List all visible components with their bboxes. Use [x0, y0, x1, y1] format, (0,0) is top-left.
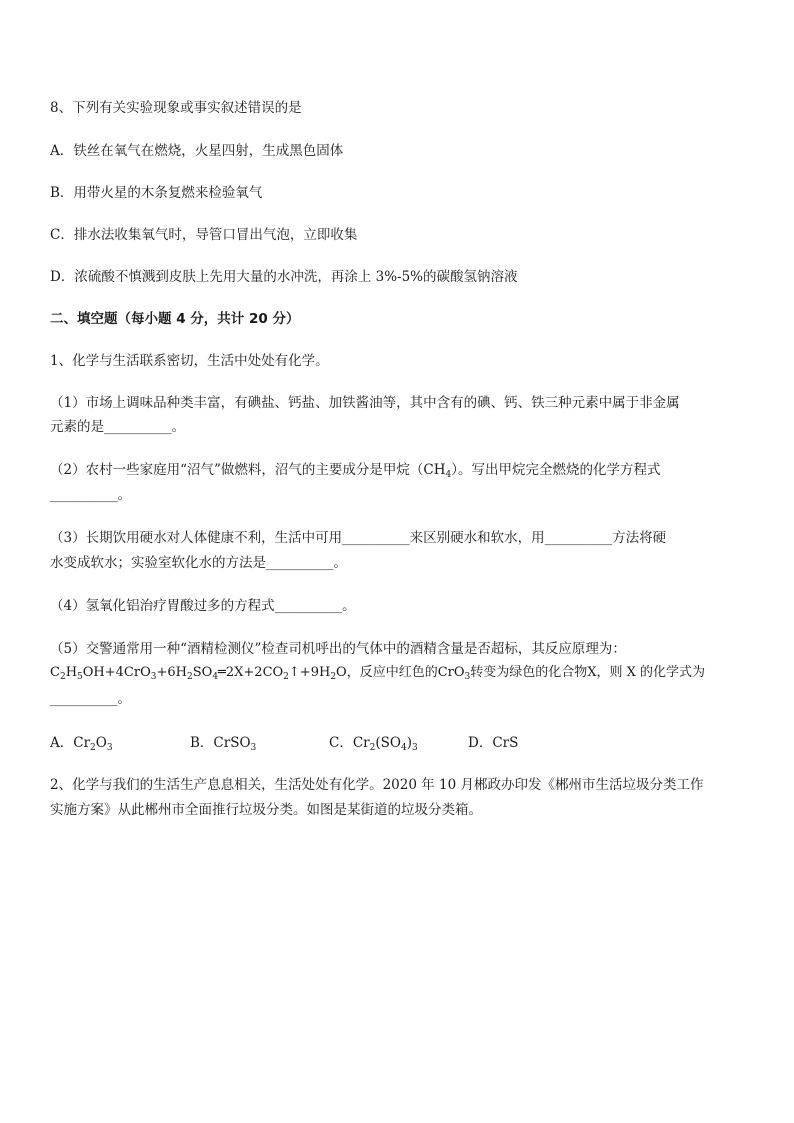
- opt-sub: 3: [106, 743, 113, 753]
- eq-sub: 3: [464, 672, 471, 682]
- eq-seg: H: [65, 665, 78, 680]
- opt-sub: 3: [411, 743, 418, 753]
- fq1-part2-line2: __________。: [50, 487, 131, 503]
- eq-sub: 2: [59, 672, 66, 682]
- q8-option-c: C．排水法收集氧气时，导管口冒出气泡，立即收集: [50, 227, 358, 243]
- eq-sub: 3: [150, 672, 157, 682]
- eq-sub: 5: [77, 672, 83, 682]
- fq1-option-a: [50, 734, 113, 752]
- opt-sub: 2: [90, 743, 96, 753]
- q8-option-d: D．浓硫酸不慎溅到皮肤上先用大量的水冲洗，再涂上 3%-5%的碳酸氢钠溶液: [50, 269, 518, 285]
- q8-stem: 8、下列有关实验现象或事实叙述错误的是: [50, 100, 302, 116]
- opt-sub: 3: [250, 743, 257, 753]
- fq1-part1-line1: （1）市场上调味品种类丰富，有碘盐、钙盐、加铁酱油等，其中含有的碘、钙、铁三种元素中属于非金属: [50, 395, 680, 411]
- fq1-part2-text-a: （2）农村一些家庭用“沼气”做燃料，沼气的主要成分是甲烷（CH: [50, 462, 446, 478]
- fq1-option-c: [329, 734, 418, 752]
- opt-seg: ): [406, 735, 412, 751]
- eq-seg: +6H: [156, 665, 187, 680]
- fq1-option-d: D．CrS: [468, 735, 519, 751]
- fq1-part2-line1: [50, 461, 660, 479]
- eq-seg: C: [50, 665, 60, 680]
- q8-option-a: A．铁丝在氧气在燃烧，火星四射，生成黑色固体: [50, 143, 344, 159]
- fq1-part2-sub: 4: [445, 470, 452, 480]
- fq1-part5-equation: [50, 664, 705, 682]
- fq1-part5-line3: __________。: [50, 691, 131, 707]
- eq-sub: 2: [330, 672, 337, 682]
- eq-seg: SO: [192, 665, 213, 680]
- opt-sub: 2: [369, 743, 376, 753]
- fq1-part3-line2: 水变成软水；实验室软化水的方法是__________。: [50, 555, 347, 571]
- eq-sub: 2: [283, 672, 289, 682]
- opt-seg: A．Cr: [50, 735, 91, 751]
- fq1-part5-line1: （5）交警通常用一种“酒精检测仪”检查司机呼出的气体中的酒精含量是否超标，其反应原理为：: [50, 641, 626, 657]
- fq2-line2: 实施方案》从此郴州市全面推行垃圾分类。如图是某街道的垃圾分类箱。: [50, 802, 482, 818]
- section2-heading: 二、填空题（每小题 4 分，共计 20 分）: [50, 311, 300, 327]
- fq2-line1: 2、化学与我们的生活生产息息相关，生活处处有化学。2020 年 10 月郴政办印发《郴州市生活垃圾分类工作: [50, 777, 704, 793]
- eq-seg: 转变为绿色的化合物X，则 X 的化学式为: [470, 665, 706, 680]
- eq-sub: 4: [212, 672, 219, 682]
- opt-seg: (SO: [375, 735, 401, 751]
- eq-seg: ═2X+2CO: [218, 665, 284, 680]
- opt-seg: O: [95, 735, 107, 751]
- eq-seg: O，反应中红色的CrO: [336, 665, 465, 680]
- q8-option-b: B．用带火星的木条复燃来检验氧气: [50, 185, 263, 201]
- fq1-option-b: [190, 734, 256, 752]
- fq1-stem: 1、化学与生活联系密切，生活中处处有化学。: [50, 353, 329, 369]
- fq1-part4: （4）氢氧化铝治疗胃酸过多的方程式__________。: [50, 598, 356, 614]
- eq-seg: OH+4CrO: [82, 665, 151, 680]
- fq1-part1-line2: 元素的是__________。: [50, 419, 185, 435]
- opt-seg: C．Cr: [329, 735, 370, 751]
- fq1-part2-text-b: ）。写出甲烷完全燃烧的化学方程式: [451, 462, 661, 478]
- eq-sub: 2: [187, 672, 193, 682]
- opt-seg: B．CrSO: [190, 735, 251, 751]
- opt-sub: 4: [400, 743, 407, 753]
- eq-seg: ↑+9H: [288, 665, 331, 680]
- fq1-part3-line1: （3）长期饮用硬水对人体健康不利，生活中可用__________来区别硬水和软水，用__________方法将硬: [50, 530, 667, 546]
